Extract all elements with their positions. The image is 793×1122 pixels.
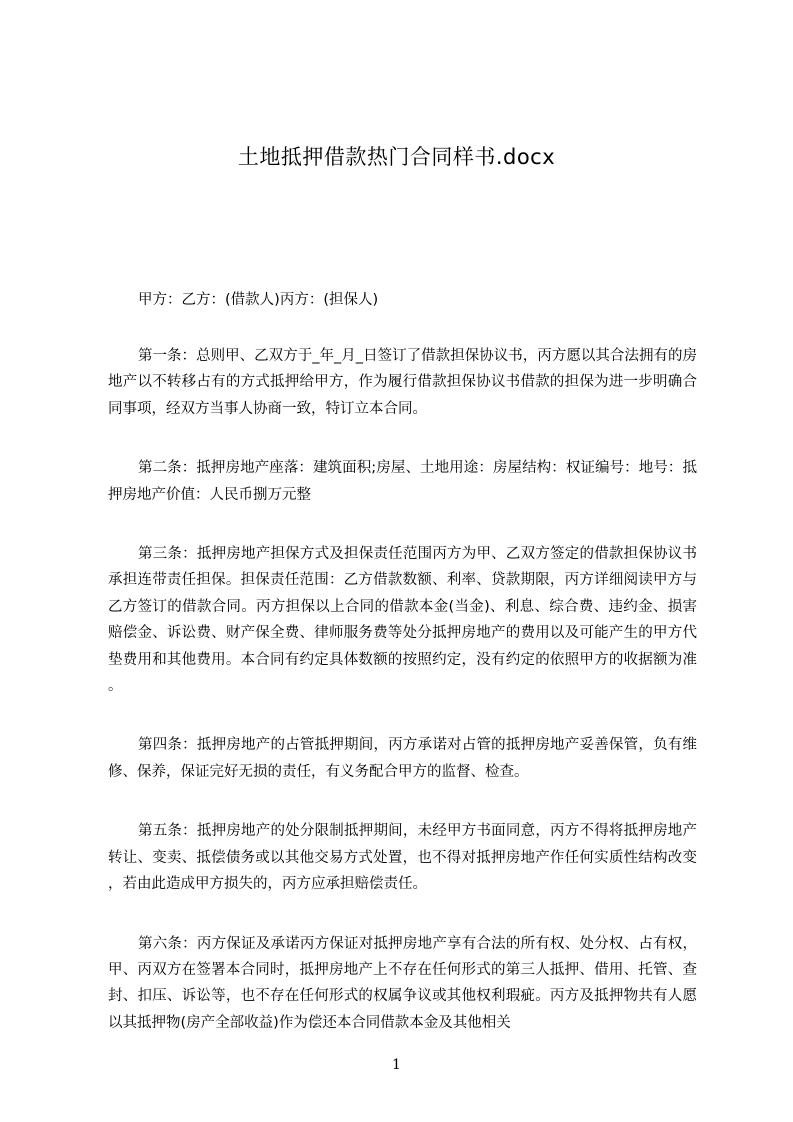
article-6: 第六条：丙方保证及承诺丙方保证对抵押房地产享有合法的所有权、处分权、占有权，甲、丙双方在签署本合同时，抵押房地产上不存在任何形式的第三人抵押、借用、托管、查封、扣压、诉讼等，也不存在任何形式的权属争议或其他权利瑕疵。丙方及抵押物共有人愿以其抵押物(房产全部收益)作为偿还本合同借款本金及其他相关	[108, 935, 697, 1031]
article-4: 第四条：抵押房地产的占管抵押期间，丙方承诺对占管的抵押房地产妥善保管，负有维修、保养，保证完好无损的责任，有义务配合甲方的监督、检查。	[108, 737, 697, 780]
parties-line: 甲方：乙方：(借款人)丙方：(担保人)	[138, 292, 379, 308]
article-list	[108, 343, 697, 1069]
article-1: 第一条：总则甲、乙双方于_年_月_日签订了借款担保协议书，丙方愿以其合法拥有的房地产以不转移占有的方式抵押给甲方，作为履行借款担保协议书借款的担保为进一步明确合同事项，经双方当事人协商一致，特订立本合同。	[108, 348, 697, 417]
page-number: 1	[392, 1057, 401, 1073]
article-3: 第三条：抵押房地产担保方式及担保责任范围丙方为甲、乙双方签定的借款担保协议书承担连带责任担保。担保责任范围：乙方借款数额、利率、贷款期限，丙方详细阅读甲方与乙方签订的借款合同。丙方担保以上合同的借款本金(当金)、利息、综合费、违约金、损害赔偿金、诉讼费、财产保全费、律师服务费等处分抵押房地产的费用以及可能产生的甲方代垫费用和其他费用。本合同有约定具体数额的按照约定，没有约定的依照甲方的收据额为准。	[108, 546, 697, 695]
article-5: 第五条：抵押房地产的处分限制抵押期间，未经甲方书面同意，丙方不得将抵押房地产转让、变卖、抵偿债务或以其他交易方式处置，也不得对抵押房地产作任何实质性结构改变，若由此造成甲方损失的，丙方应承担赔偿责任。	[108, 823, 697, 893]
article-2: 第二条：抵押房地产座落：建筑面积;房屋、土地用途：房屋结构：权证编号：地号：抵押房地产价值：人民币捌万元整	[108, 460, 697, 503]
document-title: 土地抵押借款热门合同样书.docx	[237, 145, 556, 169]
